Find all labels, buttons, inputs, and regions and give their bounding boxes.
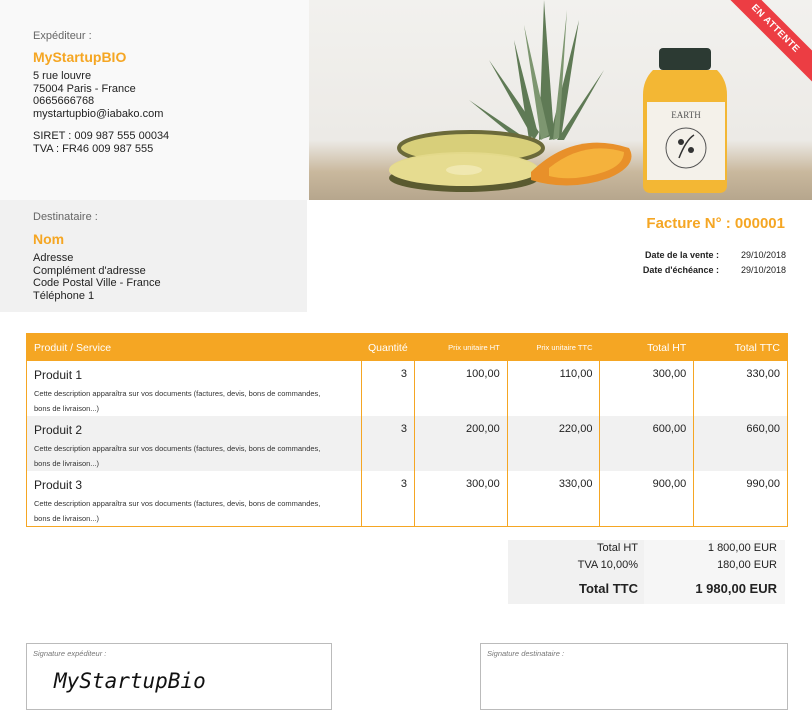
- header-product: Produit / Service: [34, 341, 112, 354]
- recipient-address: Adresse: [33, 252, 74, 264]
- sender-siret: SIRET : 009 987 555 00034: [33, 130, 170, 142]
- sender-block: [0, 0, 309, 200]
- sender-signature-label: Signature expéditeur :: [33, 649, 107, 658]
- cell-total-ttc: 990,00: [693, 471, 787, 526]
- recipient-name: Nom: [33, 231, 65, 247]
- cell-total-ht: 900,00: [599, 471, 693, 526]
- recipient-address2: Complément d'adresse: [33, 264, 146, 277]
- cell-total-ht: 300,00: [599, 361, 693, 416]
- cell-pu-ht: 300,00: [414, 471, 507, 526]
- cell-pu-ttc: 330,00: [507, 471, 600, 526]
- recipient-label: Destinataire :: [33, 211, 98, 223]
- sender-tva: TVA : FR46 009 987 555: [33, 142, 154, 155]
- sender-phone: 0665666768: [33, 95, 95, 107]
- cell-total-ht: 600,00: [599, 416, 693, 471]
- header-pu-ttc: Prix unitaire TTC: [536, 343, 593, 352]
- sender-city: 75004 Paris - France: [33, 82, 136, 95]
- recipient-phone: Téléphone 1: [33, 289, 95, 302]
- recipient-signature-label: Signature destinataire :: [487, 649, 565, 658]
- recipient-block: [0, 200, 307, 312]
- sender-label: Expéditeur :: [33, 30, 92, 42]
- product-desc: bons de livraison...): [34, 459, 100, 468]
- header-photo: [309, 0, 812, 200]
- product-desc: Cette description apparaîtra sur vos documents (factures, devis, bons de commandes,: [34, 444, 321, 453]
- total-ttc-label: Total TTC: [579, 581, 638, 596]
- product-desc: Cette description apparaîtra sur vos documents (factures, devis, bons de commandes,: [34, 389, 321, 398]
- sender-signature: [52, 664, 222, 696]
- cell-total-ttc: 330,00: [693, 361, 787, 416]
- cell-pu-ht: 200,00: [414, 416, 507, 471]
- cell-pu-ht: 100,00: [414, 361, 507, 416]
- cell-pu-ttc: 220,00: [507, 416, 600, 471]
- total-ht-label: Total HT: [597, 542, 638, 554]
- sender-signature-box: [26, 643, 332, 710]
- product-name: Produit 2: [34, 423, 83, 437]
- table-row: [27, 361, 787, 416]
- header-qty: Quantité: [368, 341, 408, 354]
- status-badge: EN ATTENTE: [714, 0, 812, 90]
- invoice-title: Facture N° : 000001: [646, 215, 785, 232]
- due-date-value: 29/10/2018: [740, 265, 786, 275]
- cell-qty: 3: [361, 471, 414, 526]
- header-total-ttc: Total TTC: [734, 341, 780, 354]
- sale-date-label: Date de la vente :: [644, 250, 719, 260]
- tva-label: TVA 10,00%: [577, 559, 638, 571]
- due-date-label: Date d'échéance :: [642, 265, 719, 275]
- invoice-dates: [639, 248, 786, 278]
- totals-box: [508, 540, 785, 604]
- product-desc: Cette description apparaîtra sur vos documents (factures, devis, bons de commandes,: [34, 499, 321, 508]
- pineapple-juice-illustration: [309, 0, 812, 200]
- sender-email: mystartupbio@iabako.com: [33, 107, 164, 120]
- tva-value: 180,00 EUR: [644, 557, 785, 574]
- table-row: [27, 471, 787, 526]
- product-name: Produit 3: [34, 478, 83, 492]
- svg-text:EARTH: EARTH: [671, 110, 701, 120]
- cell-total-ttc: 660,00: [693, 416, 787, 471]
- product-desc: bons de livraison...): [34, 514, 100, 523]
- table-row: [27, 416, 787, 471]
- products-table: [26, 333, 788, 527]
- total-ttc-value: 1 980,00 EUR: [644, 574, 785, 604]
- sale-date-value: 29/10/2018: [740, 250, 786, 260]
- header-total-ht: Total HT: [647, 341, 687, 354]
- cell-pu-ttc: 110,00: [507, 361, 600, 416]
- product-name: Produit 1: [34, 368, 83, 382]
- recipient-city: Code Postal Ville - France: [33, 277, 161, 289]
- sender-signature-text: MyStartupBio: [54, 669, 206, 693]
- cell-qty: 3: [361, 416, 414, 471]
- total-ht-value: 1 800,00 EUR: [644, 540, 785, 557]
- sender-company: MyStartupBIO: [33, 49, 127, 65]
- table-header: [27, 334, 787, 361]
- cell-qty: 3: [361, 361, 414, 416]
- header-pu-ht: Prix unitaire HT: [448, 343, 500, 352]
- sender-address: 5 rue louvre: [33, 70, 92, 82]
- recipient-signature-box: [480, 643, 788, 710]
- product-desc: bons de livraison...): [34, 404, 100, 413]
